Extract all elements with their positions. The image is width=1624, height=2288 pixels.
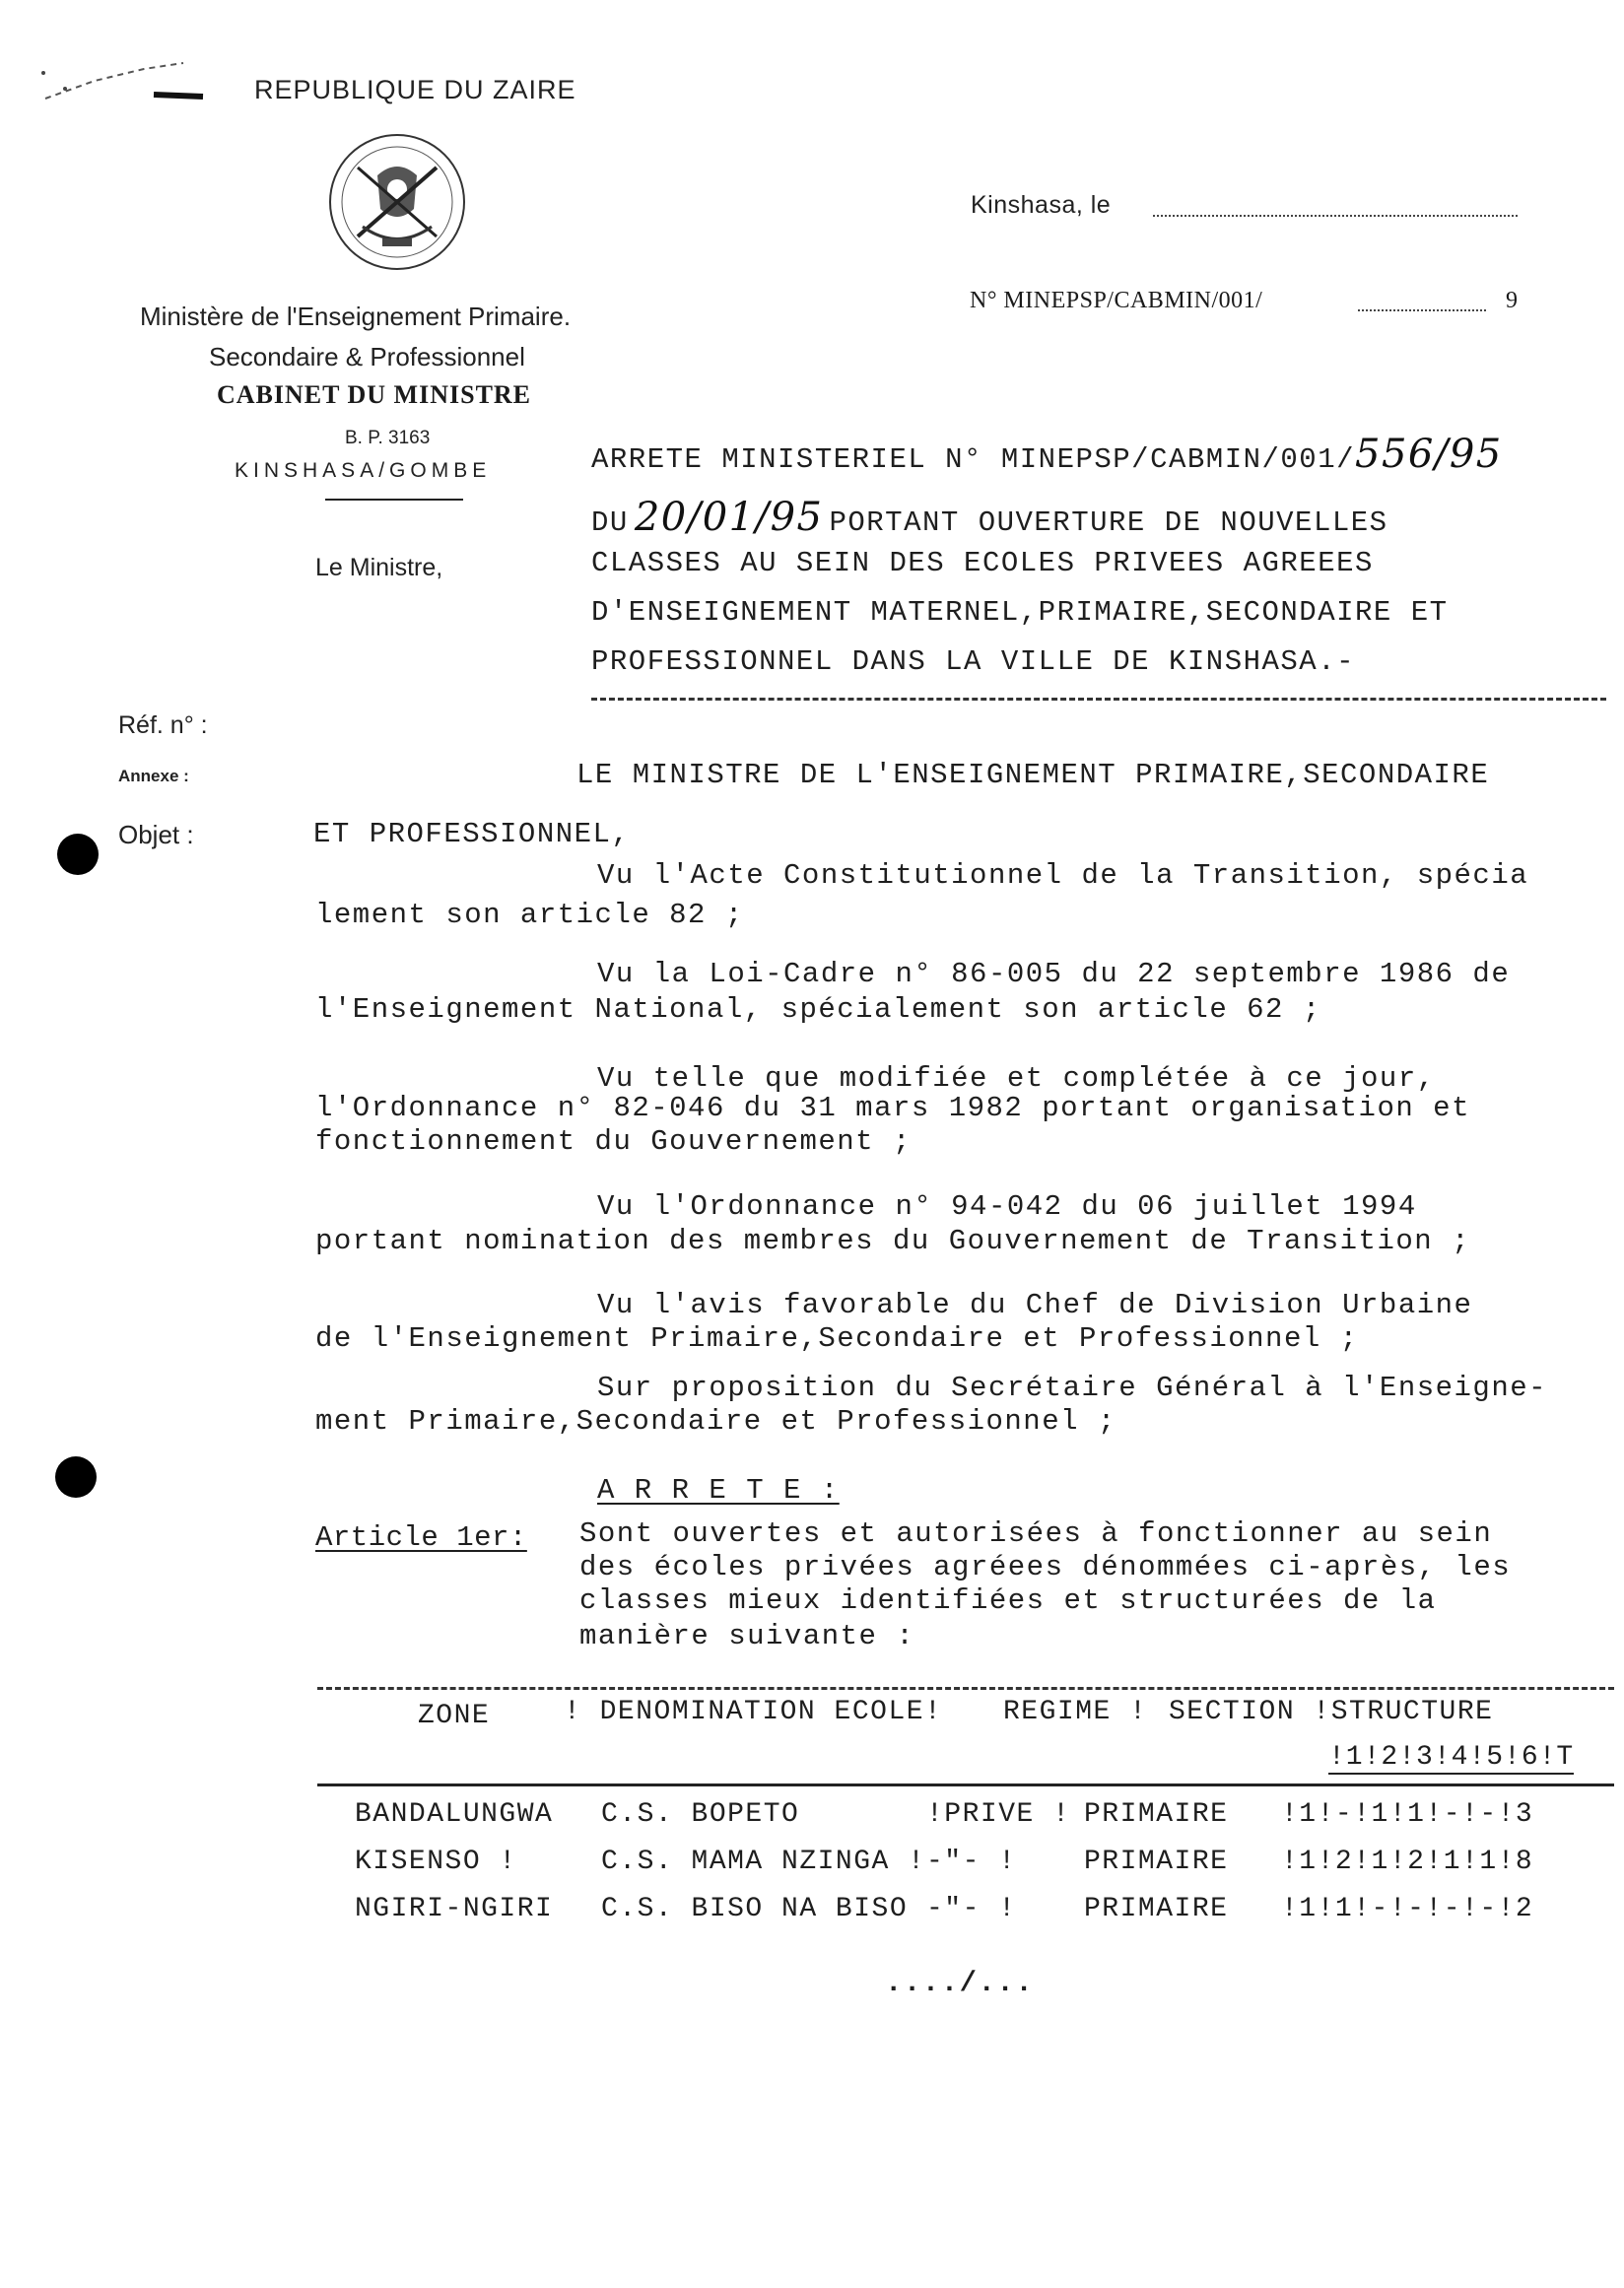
minister-role: Le Ministre, (315, 554, 443, 581)
table-row (355, 1847, 1533, 1877)
title-underline (591, 698, 1606, 701)
visa-4-b: portant nomination des membres du Gouvernement de Transition ; (315, 1225, 1470, 1257)
structure-subheader: !1!2!3!4!5!6!T (1328, 1742, 1575, 1773)
postal-box: B. P. 3163 (345, 428, 431, 448)
row-zone: KISENSO ! (355, 1847, 517, 1877)
title-line-4: D'ENSEIGNEMENT MATERNEL,PRIMAIRE,SECONDAIRE ET (591, 596, 1449, 629)
row-structure: !1!2!1!2!1!1!8 (1281, 1847, 1534, 1877)
article-line-1: Sont ouvertes et autorisées à fonctionner au sein (579, 1517, 1493, 1550)
ministry-line-2: Secondaire & Professionnel (209, 342, 525, 371)
visa-5-a: Vu l'avis favorable du Chef de Division Urbaine (597, 1289, 1473, 1321)
visa-3-a: Vu telle que modifiée et complétée à ce jour, (597, 1062, 1436, 1095)
title-line-5: PROFESSIONNEL DANS LA VILLE DE KINSHASA.- (591, 645, 1356, 678)
city-line: KINSHASA/GOMBE (235, 459, 492, 482)
coat-of-arms-seal (323, 128, 471, 276)
place-date-label: Kinshasa, le (971, 191, 1112, 219)
table-header-zone: ZONE (418, 1701, 491, 1731)
title-date-prefix: DU (591, 506, 629, 539)
article-line-2: des écoles privées agréees dénommées ci-après, les (579, 1551, 1512, 1583)
annexe-label: Annexe : (118, 767, 189, 785)
row-section: PRIMAIRE (1084, 1847, 1229, 1877)
punch-hole-top (57, 834, 99, 875)
article-line-3: classes mieux identifiées et structurées de la (579, 1584, 1437, 1617)
visa-3-b: l'Ordonnance n° 82-046 du 31 mars 1982 portant organisation et (315, 1092, 1470, 1124)
row-school: C.S. MAMA NZINGA ! (601, 1847, 926, 1877)
title-line-3: CLASSES AU SEIN DES ECOLES PRIVEES AGREEES (591, 547, 1374, 579)
row-regime: -"- ! (926, 1847, 1017, 1877)
handwritten-number: 556/95 (1355, 432, 1503, 477)
article-label: Article 1er: (315, 1521, 527, 1554)
date-blank (1153, 215, 1518, 217)
table-row (355, 1799, 1533, 1830)
table-top-rule (317, 1687, 1614, 1690)
title-line-1 (591, 432, 1503, 477)
row-structure: !1!-!1!1!-!-!3 (1281, 1799, 1534, 1830)
row-zone: BANDALUNGWA (355, 1799, 554, 1830)
table-row (355, 1894, 1533, 1924)
visa-6-a: Sur proposition du Secrétaire Général à l'Enseigne- (597, 1372, 1548, 1404)
title-subject-start: PORTANT OUVERTURE DE NOUVELLES (829, 506, 1388, 539)
ministry-line-1: Ministère de l'Enseignement Primaire. (140, 302, 572, 331)
punch-hole-bottom (55, 1456, 97, 1498)
handwritten-date: 20/01/95 (634, 495, 824, 540)
article-line-4: manière suivante : (579, 1620, 915, 1652)
row-section: PRIMAIRE (1084, 1894, 1229, 1924)
cabinet-title: CABINET DU MINISTRE (217, 380, 532, 409)
objet-label: Objet : (118, 820, 194, 849)
scan-marks (35, 59, 213, 113)
row-regime: -"- ! (926, 1894, 1017, 1924)
table-header-section: SECTION !STRUCTURE (1169, 1697, 1494, 1727)
ref-label: Réf. n° : (118, 711, 208, 739)
continuation-mark: ..../... (885, 1967, 1035, 1999)
reference-number-blank (1358, 309, 1486, 311)
minister-heading-1: LE MINISTRE DE L'ENSEIGNEMENT PRIMAIRE,SECONDAIRE (576, 759, 1490, 791)
title-number-prefix: ARRETE MINISTERIEL N° MINEPSP/CABMIN/001/ (591, 443, 1356, 476)
visa-6-b: ment Primaire,Secondaire et Professionnel ; (315, 1405, 1116, 1438)
table-header-rule (317, 1783, 1614, 1786)
row-school: C.S. BISO NA BISO (601, 1894, 909, 1924)
visa-3-c: fonctionnement du Gouvernement ; (315, 1125, 912, 1158)
decree-heading: A R R E T E : (597, 1474, 840, 1507)
row-school: C.S. BOPETO (601, 1799, 800, 1830)
visa-4-a: Vu l'Ordonnance n° 94-042 du 06 juillet 1994 (597, 1190, 1417, 1223)
row-regime: !PRIVE ! (926, 1799, 1071, 1830)
row-structure: !1!1!-!-!-!-!2 (1281, 1894, 1534, 1924)
country-name: REPUBLIQUE DU ZAIRE (254, 75, 576, 104)
reference-number-suffix: 9 (1506, 288, 1518, 313)
title-line-2 (591, 495, 1388, 540)
reference-number-label: N° MINEPSP/CABMIN/001/ (970, 288, 1263, 313)
visa-1-b: lement son article 82 ; (315, 899, 744, 931)
visa-2-b: l'Enseignement National, spécialement son article 62 ; (315, 993, 1321, 1026)
visa-2-a: Vu la Loi-Cadre n° 86-005 du 22 septembre 1986 de (597, 958, 1511, 990)
row-section: PRIMAIRE (1084, 1799, 1229, 1830)
minister-heading-2: ET PROFESSIONNEL, (313, 818, 631, 850)
table-header-regime: REGIME ! (1003, 1697, 1148, 1727)
visa-5-b: de l'Enseignement Primaire,Secondaire et Professionnel ; (315, 1322, 1359, 1355)
row-zone: NGIRI-NGIRI (355, 1894, 554, 1924)
table-header-school: ! DENOMINATION ECOLE! (564, 1697, 943, 1727)
visa-1-a: Vu l'Acte Constitutionnel de la Transition, spécia (597, 859, 1529, 892)
letterhead-rule (325, 499, 463, 501)
